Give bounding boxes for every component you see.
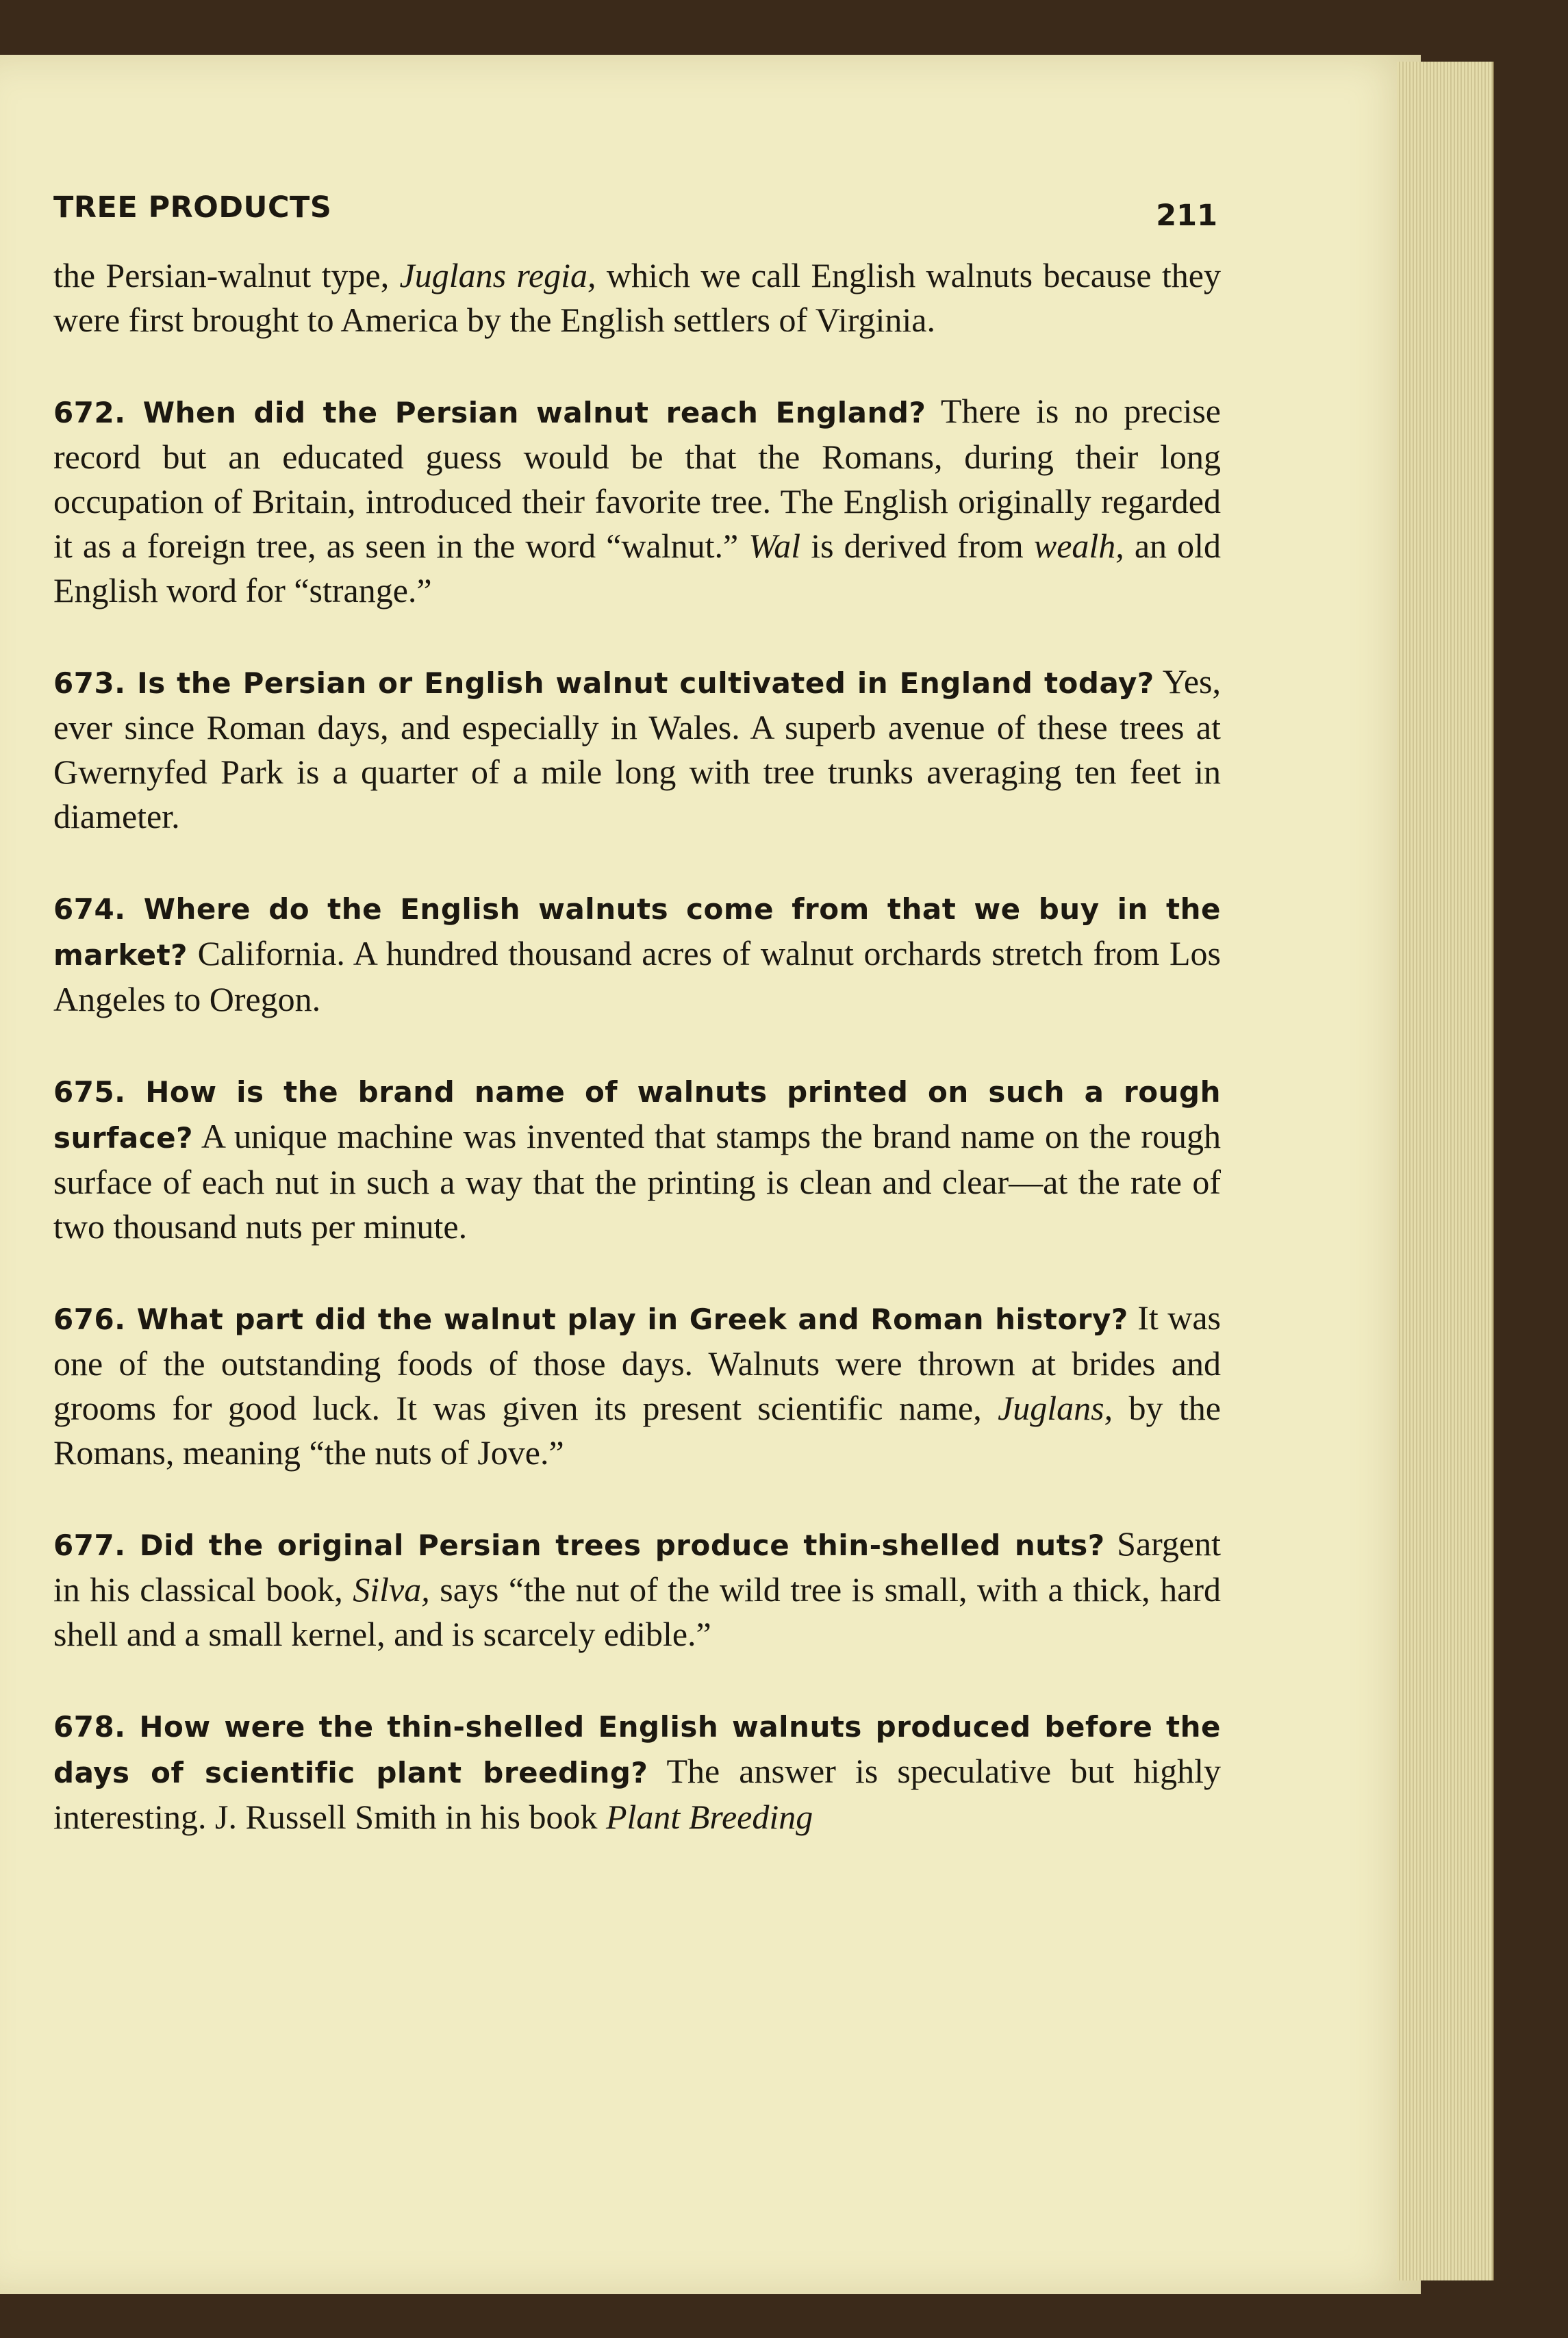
answer-text: is derived from <box>800 527 1034 565</box>
question-678 <box>53 1703 1221 1839</box>
answer-text: The answer is speculative but highly interesting. J. Russell Smith in his book <box>53 1752 1222 1836</box>
answer-text: A unique machine was invented that stamps the brand name on the rough surface of each nut in such a way that the printing is clean and clear—at the rate of two thousand nuts per minute. <box>53 1117 1221 1246</box>
question-heading: 672. When did the Persian walnut reach England? <box>53 396 926 429</box>
answer-text: Sargent in his classical book, <box>53 1524 1221 1609</box>
question-heading: 674. Where do the English walnuts come from that we buy in the market? <box>53 892 1221 972</box>
page-edges <box>1397 62 1494 2280</box>
body-text <box>53 253 1221 1886</box>
answer-text: There is no precise record but an educated guess would be that the Romans, during their long occupation of Britain, introduced their favorite tree. The English originally regarded it as a foreign tree, as seen in the word “walnut.” <box>53 392 1221 565</box>
question-heading: 677. Did the original Persian trees produce thin-shelled nuts? <box>53 1529 1105 1562</box>
question-heading: 675. How is the brand name of walnuts printed on such a rough surface? <box>53 1075 1221 1155</box>
italic-term: Plant Breeding <box>605 1798 813 1836</box>
italic-term: Juglans, <box>998 1389 1113 1427</box>
italic-term: Juglans regia, <box>399 256 596 294</box>
answer-text: California. A hundred thousand acres of walnut orchards stretch from Los Angeles to Oregon. <box>53 934 1221 1018</box>
text-run: which we call English walnuts because they were first brought to America by the English settlers of Virginia. <box>53 256 1221 339</box>
running-head-title: TREE PRODUCTS <box>53 190 332 225</box>
answer-text: an old English word for “strange.” <box>53 527 1222 609</box>
italic-term: Silva, <box>353 1570 430 1609</box>
answer-text: Yes, ever since Roman days, and especially in Wales. A superb avenue of these trees at Gwernyfed Park is a quarter of a mile long with tree trunks averaging ten feet in diameter. <box>53 662 1222 835</box>
answer-text: says “the nut of the wild tree is small, with a thick, hard shell and a small kernel, and is scarcely edible.” <box>53 1570 1222 1653</box>
question-674 <box>53 885 1221 1022</box>
italic-term: wealh, <box>1033 527 1124 565</box>
question-heading: 678. How were the thin-shelled English walnuts produced before the days of scientific plant breeding? <box>53 1710 1221 1789</box>
question-672 <box>53 389 1221 613</box>
answer-text: by the Romans, meaning “the nuts of Jove.” <box>53 1389 1221 1472</box>
italic-term: Wal <box>748 527 801 565</box>
question-676 <box>53 1296 1221 1475</box>
answer-text: It was one of the outstanding foods of those days. Walnuts were thrown at brides and grooms for good luck. It was given its present scientific name, <box>53 1298 1221 1427</box>
running-head <box>53 190 1217 231</box>
question-675 <box>53 1068 1221 1249</box>
question-heading: 673. Is the Persian or English walnut cultivated in England today? <box>53 666 1154 700</box>
question-673 <box>53 659 1221 839</box>
question-heading: 676. What part did the walnut play in Greek and Roman history? <box>53 1303 1128 1336</box>
page-number: 211 <box>1156 199 1217 233</box>
question-677 <box>53 1522 1221 1657</box>
text-run: the Persian-walnut type, <box>53 256 400 294</box>
intro-paragraph <box>53 253 1221 342</box>
